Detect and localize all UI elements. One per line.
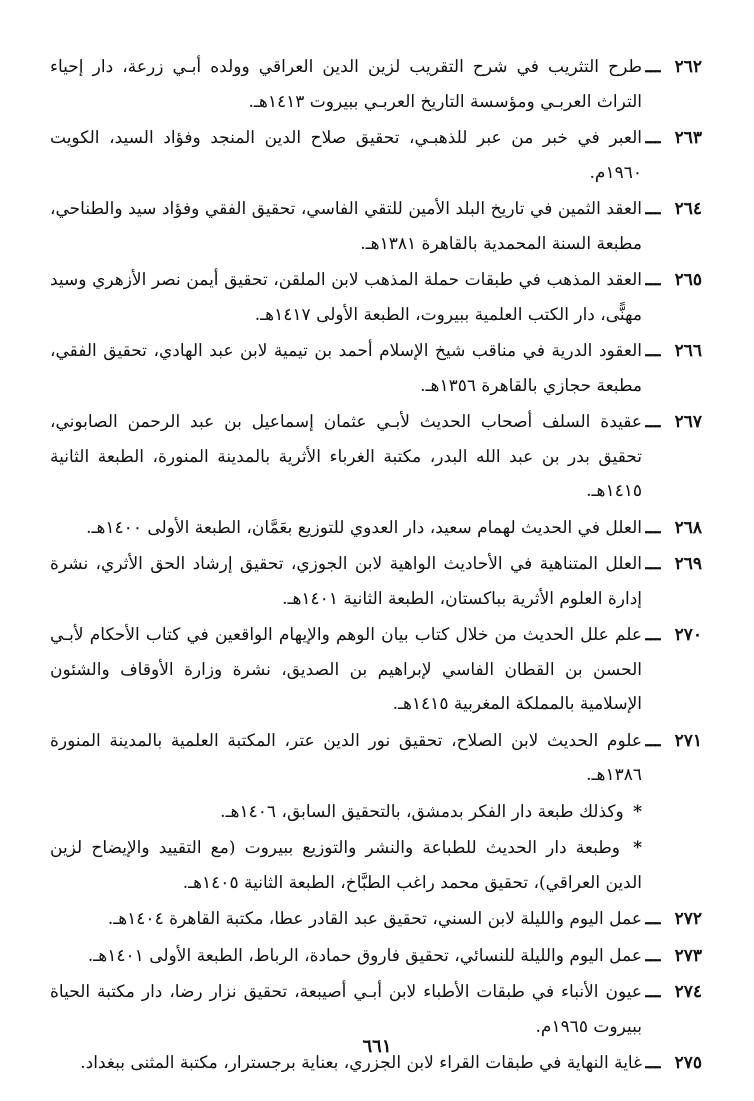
entry-text: طرح التثريب في شرح التقريب لزين الدين العراقي وولده أبـي زرعة، دار إحياء التراث العربـي ومؤسسة التاريخ العربـي ببيروت ١٤١٣هـ. bbox=[50, 57, 642, 112]
bibliography-entry bbox=[50, 902, 702, 937]
entry-dash: ـــ bbox=[645, 909, 661, 929]
entry-number: ٢٦٨ bbox=[674, 517, 702, 538]
edition-note bbox=[50, 831, 702, 900]
bibliography-entry bbox=[50, 50, 702, 119]
bibliography-entry bbox=[50, 511, 702, 546]
note-text: وكذلك طبعة دار الفكر بدمشق، بالتحقيق السابق، ١٤٠٦هـ. bbox=[220, 801, 624, 822]
bibliography-entry bbox=[50, 192, 702, 261]
entry-text: علم علل الحديث من خلال كتاب بيان الوهم والإيهام الواقعين في كتاب الأحكام لأبـي الحسن بن القطان الفاسي لإبراهيم بن الصديق، نشرة وزارة الأوقاف والشئون الإسلامية بالمملكة المغربية ١٤١٥هـ. bbox=[50, 625, 642, 714]
bibliography-entry bbox=[50, 618, 702, 722]
bibliography-entry bbox=[50, 939, 702, 974]
entry-number: ٢٦٦ bbox=[674, 341, 702, 361]
entry-text: عمل اليوم والليلة للنسائي، تحقيق فاروق حمادة، الرباط، الطبعة الأولى ١٤٠١هـ. bbox=[87, 945, 642, 966]
entry-text: العلل المتناهية في الأحاديث الواهية لابن الجوزي، تحقيق إرشاد الحق الأثري، نشرة إدارة العلوم الأثرية بباكستان، الطبعة الثانية ١٤٠١هـ. bbox=[50, 554, 642, 609]
entry-dash: ـــ bbox=[645, 412, 661, 432]
bibliography-entry bbox=[50, 121, 702, 190]
entry-dash: ـــ bbox=[645, 57, 661, 77]
entry-number: ٢٧١ bbox=[674, 730, 702, 751]
entry-number: ٢٦٥ bbox=[674, 270, 702, 290]
bibliography-entry bbox=[50, 547, 702, 616]
entry-dash: ـــ bbox=[645, 625, 661, 645]
entry-text: العقود الدرية في مناقب شيخ الإسلام أحمد بن تيمية لابن عبد الهادي، تحقيق الفقي، مطبعة حجازي بالقاهرة ١٣٥٦هـ. bbox=[50, 341, 642, 396]
entry-dash: ـــ bbox=[645, 199, 661, 219]
entry-text: عمل اليوم والليلة لابن السني، تحقيق عبد القادر عطا، مكتبة القاهرة ١٤٠٤هـ. bbox=[107, 909, 642, 929]
entry-text: العقد الثمين في تاريخ البلد الأمين للتقي الفاسي، تحقيق الفقي وفؤاد سيد والطناحي، مطبعة السنة المحمدية بالقاهرة ١٣٨١هـ. bbox=[50, 199, 642, 254]
entry-number: ٢٦٧ bbox=[674, 412, 702, 432]
entry-number: ٢٦٣ bbox=[674, 128, 702, 148]
entry-text: عقيدة السلف أصحاب الحديث لأبـي عثمان إسماعيل بن عبد الرحمن الصابوني، تحقيق بدر بن عبد الله البدر، مكتبة الغرباء الأثرية بالمدينة المنورة، الطبعة الثانية ١٤١٥هـ. bbox=[50, 412, 642, 501]
entry-text: عيون الأنباء في طبقات الأطباء لابن أبـي أصيبعة، تحقيق نزار رضا، دار مكتبة الحياة ببيروت ١٩٦٥م. bbox=[50, 982, 642, 1037]
entry-text: غاية النهاية في طبقات القراء لابن الجزري، بعناية برجسترار، مكتبة المثنى ببغداد. bbox=[80, 1053, 642, 1073]
entry-text: العبر في خبر من عبر للذهبـي، تحقيق صلاح الدين المنجد وفؤاد السيد، الكويت ١٩٦٠م. bbox=[50, 128, 642, 183]
entry-dash: ـــ bbox=[645, 982, 661, 1002]
entry-number: ٢٧٥ bbox=[674, 1053, 702, 1073]
asterisk-marker: * bbox=[633, 801, 642, 822]
entry-dash: ـــ bbox=[645, 270, 661, 290]
asterisk-marker: * bbox=[633, 838, 643, 858]
bibliography-entry bbox=[50, 405, 702, 509]
entry-number: ٢٧٤ bbox=[674, 982, 702, 1002]
entry-text: العلل في الحديث لهمام سعيد، دار العدوي للتوزيع بعَمَّان، الطبعة الأولى ١٤٠٠هـ. bbox=[86, 517, 642, 538]
edition-note bbox=[50, 795, 702, 830]
entry-text: علوم الحديث لابن الصلاح، تحقيق نور الدين عتر، المكتبة العلمية بالمدينة المنورة ١٣٨٦هـ. bbox=[50, 730, 642, 785]
entry-dash: ـــ bbox=[645, 554, 661, 574]
entry-number: ٢٧٠ bbox=[674, 625, 702, 645]
entry-dash: ـــ bbox=[645, 730, 661, 751]
entry-number: ٢٦٢ bbox=[674, 57, 702, 77]
entry-dash: ـــ bbox=[645, 1053, 661, 1073]
entry-dash: ـــ bbox=[645, 517, 661, 538]
page-number: ٦٦١ bbox=[362, 1036, 392, 1057]
entry-dash: ـــ bbox=[645, 341, 661, 361]
entry-text: العقد المذهب في طبقات حملة المذهب لابن الملقن، تحقيق أيمن نصر الأزهري وسيد مهنًّى، دار الكتب العلمية ببيروت، الطبعة الأولى ١٤١٧هـ. bbox=[50, 270, 642, 325]
entry-dash: ـــ bbox=[645, 945, 661, 966]
note-text: وطبعة دار الحديث للطباعة والنشر والتوزيع ببيروت (مع التقييد والإيضاح لزين الدين العراقي)، تحقيق محمد راغب الطبَّاخ، الطبعة الثانية ١٤٠٥هـ. bbox=[50, 838, 642, 893]
entry-number: ٢٦٩ bbox=[674, 554, 702, 574]
entry-number: ٢٧٣ bbox=[674, 945, 702, 966]
bibliography-entry bbox=[50, 975, 702, 1044]
bibliography-entry bbox=[50, 724, 702, 793]
entry-number: ٢٧٢ bbox=[674, 909, 702, 929]
entry-number: ٢٦٤ bbox=[674, 199, 702, 219]
bibliography-page bbox=[50, 50, 702, 1083]
bibliography-entry bbox=[50, 263, 702, 332]
entry-dash: ـــ bbox=[645, 128, 661, 148]
bibliography-entry bbox=[50, 334, 702, 403]
